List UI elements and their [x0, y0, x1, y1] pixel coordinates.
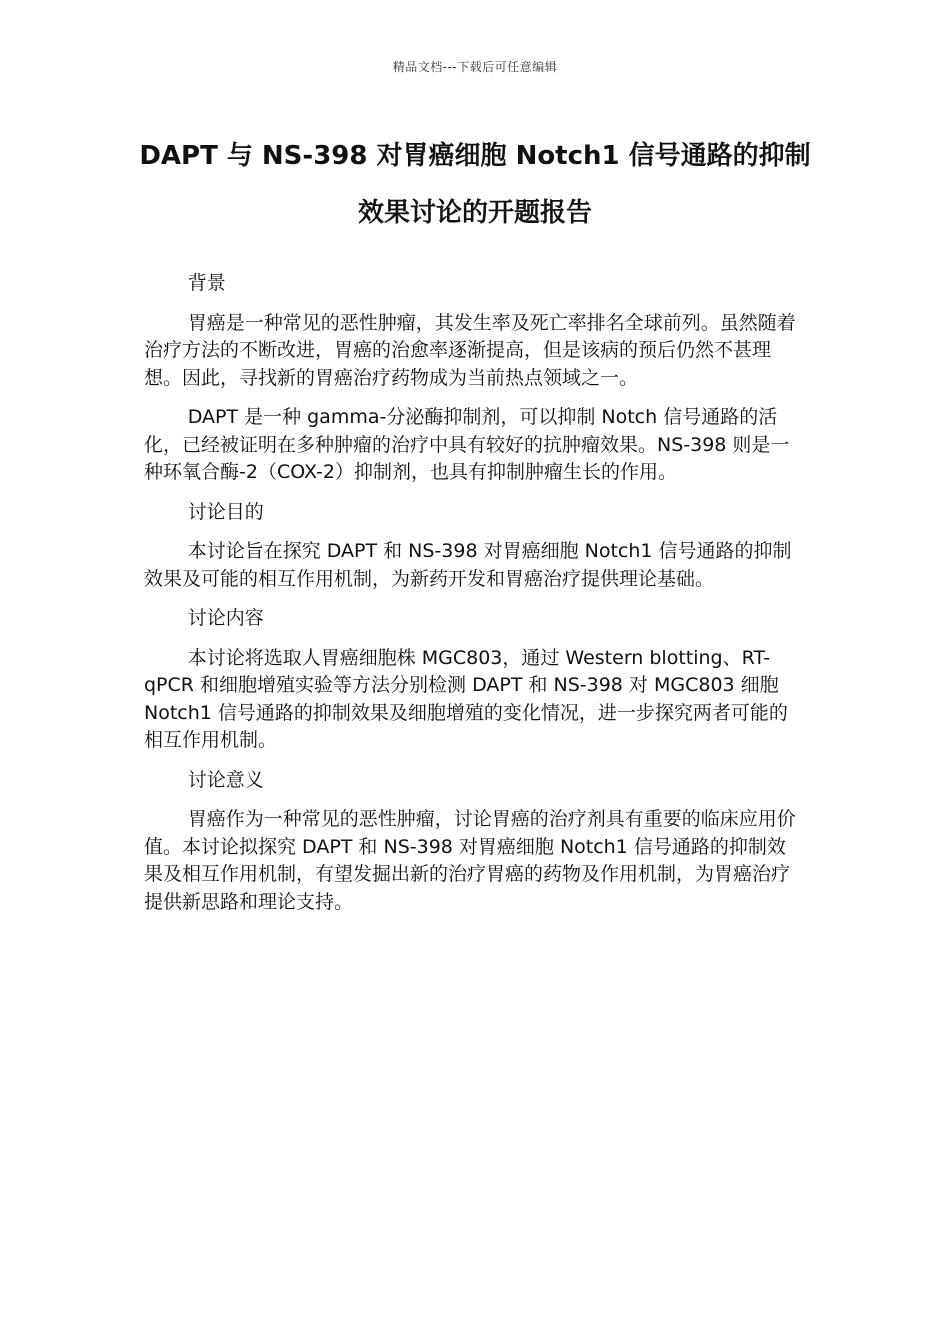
paragraph-significance-1: 胃癌作为一种常见的恶性肿瘤，讨论胃癌的治疗剂具有重要的临床应用价值。本讨论拟探究 DAPT 和 NS-398 对胃癌细胞 Notch1 信号通路的抑制效果及相互作用机制，有望发掘出新的治疗胃癌的药物及作用机制，为胃癌治疗提供新思路和理论支持。	[144, 808, 796, 913]
paragraph-background-2: DAPT 是一种 gamma-分泌酶抑制剂，可以抑制 Notch 信号通路的活化，已经被证明在多种肿瘤的治疗中具有较好的抗肿瘤效果。NS-398 则是一种环氧合酶-2（COX-2）抑制剂，也具有抑制肿瘤生长的作用。	[144, 406, 790, 483]
section-heading-purpose: 讨论目的	[187, 500, 264, 523]
paragraph-purpose-1: 本讨论旨在探究 DAPT 和 NS-398 对胃癌细胞 Notch1 信号通路的抑制效果及可能的相互作用机制，为新药开发和胃癌治疗提供理论基础。	[144, 540, 792, 590]
paragraph-background-1: 胃癌是一种常见的恶性肿瘤，其发生率及死亡率排名全球前列。虽然随着治疗方法的不断改进，胃癌的治愈率逐渐提高，但是该病的预后仍然不甚理想。因此，寻找新的胃癌治疗药物成为当前热点领域之一。	[144, 311, 796, 389]
document-body	[144, 270, 804, 928]
section-heading-content: 讨论内容	[187, 607, 264, 629]
section-heading-significance: 讨论意义	[187, 768, 264, 791]
header-note: 精品文档---下载后可任意编辑	[392, 60, 558, 74]
document-title: DAPT 与 NS-398 对胃癌细胞 Notch1 信号通路的抑制效果讨论的开题报告	[139, 141, 811, 228]
paragraph-content-1: 本讨论将选取人胃癌细胞株 MGC803，通过 Western blotting、RT-qPCR 和细胞增殖实验等方法分别检测 DAPT 和 NS-398 对 MGC803 细胞 Notch1 信号通路的抑制效果及细胞增殖的变化情况，进一步探究两者可能的相互作用机制。	[144, 646, 788, 751]
section-heading-background: 背景	[187, 272, 226, 294]
